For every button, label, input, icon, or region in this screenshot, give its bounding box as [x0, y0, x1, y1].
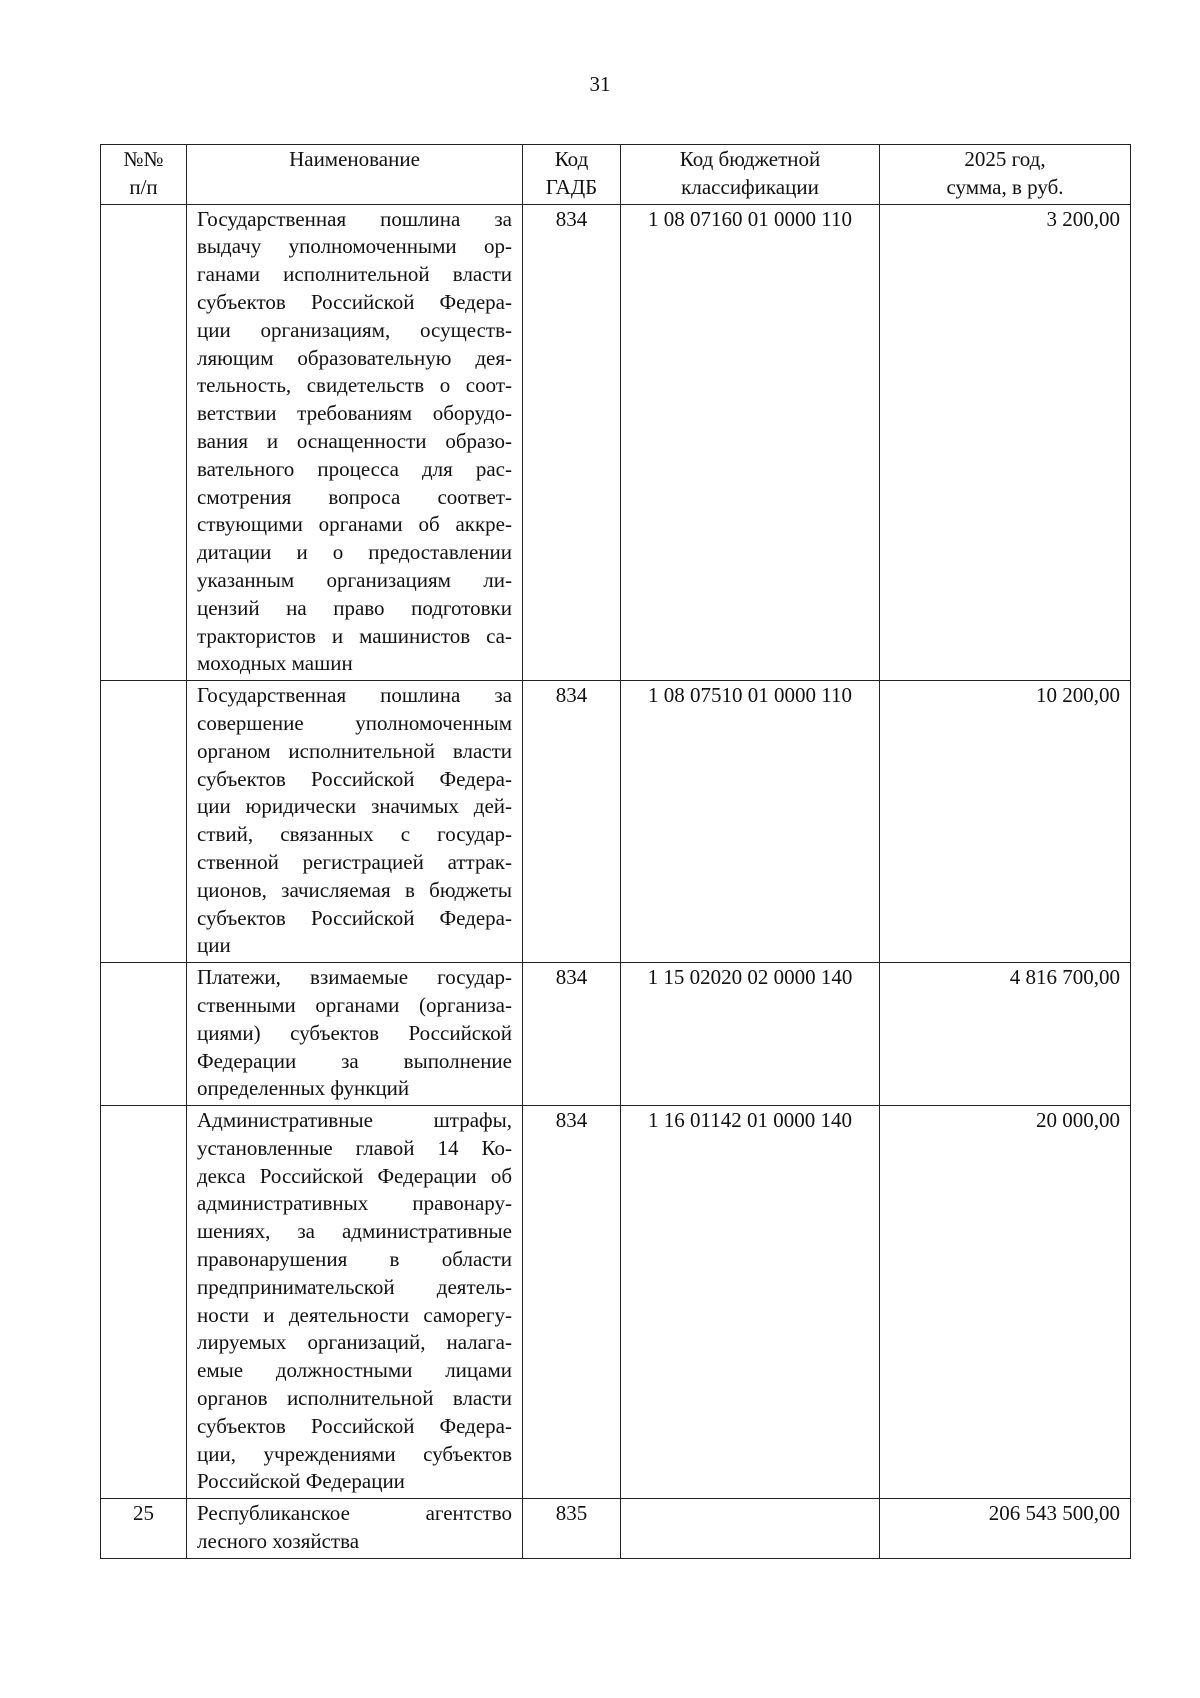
table-row [101, 1499, 1131, 1559]
row-sum: 3 200,00 [1046, 206, 1120, 231]
row-name-line: тельность, свидетельств о соот- [197, 373, 512, 398]
row-sum: 206 543 500,00 [988, 1501, 1120, 1526]
row-name-line: смотрения вопроса соответ- [197, 484, 512, 509]
row-name-line: шениях, за административные [197, 1219, 512, 1244]
row-budget-code-cell [621, 1106, 880, 1499]
row-name-line: вательного процесса для рас- [197, 456, 512, 481]
row-name-line: емые должностными лицами [197, 1358, 512, 1383]
row-name-line: ганами исполнительной власти [197, 262, 512, 287]
row-number-cell [101, 963, 187, 1106]
row-sum-cell [880, 1499, 1131, 1559]
row-name-line: ционов, зачисляемая в бюджеты [197, 877, 512, 902]
row-name-line: ности и деятельности саморегу- [197, 1302, 512, 1327]
row-number-cell [101, 1106, 187, 1499]
row-name-cell [187, 1499, 523, 1559]
row-name-line: Государственная пошлина за [197, 206, 512, 231]
row-name-line: установленные главой 14 Ко- [197, 1135, 512, 1160]
budget-table [100, 144, 1131, 1559]
row-gadb-code: 834 [555, 206, 588, 231]
row-gadb-code-cell [523, 681, 621, 963]
row-name-line: Государственная пошлина за [197, 683, 512, 708]
row-name-cell [187, 963, 523, 1106]
row-name-line: субъектов Российской Федера- [197, 1413, 512, 1438]
row-budget-code: 1 15 02020 02 0000 140 [647, 965, 853, 990]
header-gadb-line2: ГАДБ [545, 174, 598, 199]
row-name-line: ляющим образовательную дея- [197, 345, 512, 370]
row-name-line: правонарушения в области [197, 1247, 512, 1272]
header-num [101, 145, 187, 205]
row-name-line: определенных функций [197, 1076, 410, 1101]
row-name-cell [187, 204, 523, 681]
row-sum: 10 200,00 [1036, 683, 1120, 708]
row-budget-code-cell [621, 963, 880, 1106]
table-body [101, 204, 1131, 1558]
row-name-line: совершение уполномоченным [197, 710, 512, 735]
row-name-line: органом исполнительной власти [197, 738, 512, 763]
row-sum: 4 816 700,00 [1009, 965, 1120, 990]
row-name-line: лируемых организаций, налага- [197, 1330, 512, 1355]
row-budget-code: 1 08 07160 01 0000 110 [648, 206, 852, 231]
row-gadb-code: 834 [555, 1108, 588, 1133]
row-name-line: ствий, связанных с государ- [197, 822, 512, 847]
row-name-line: ции юридически значимых дей- [197, 794, 512, 819]
row-name-line: Республиканское агентство [197, 1501, 512, 1526]
row-number-cell [101, 681, 187, 963]
row-name-line: органов исполнительной власти [197, 1386, 512, 1411]
row-name-line: субъектов Российской Федера- [197, 766, 512, 791]
row-name-line: Административные штрафы, [197, 1108, 512, 1133]
row-name-line: административных правонару- [197, 1191, 512, 1216]
row-name-line: указанным организациям ли- [197, 567, 512, 592]
row-sum-cell [880, 963, 1131, 1106]
row-name-line: субъектов Российской Федера- [197, 905, 512, 930]
row-name-line: ственными органами (организа- [197, 992, 512, 1017]
table-row [101, 963, 1131, 1106]
row-budget-code: 1 16 01142 01 0000 140 [648, 1108, 852, 1133]
header-sum [880, 145, 1131, 205]
row-name-line: Российской Федерации [197, 1469, 405, 1494]
header-kbk [621, 145, 880, 205]
row-name-line: ции [197, 933, 231, 958]
row-gadb-code-cell [523, 1499, 621, 1559]
row-name-line: ции организациям, осуществ- [197, 317, 512, 342]
row-number: 25 [133, 1501, 154, 1526]
row-number-cell [101, 1499, 187, 1559]
row-name-line: циями) субъектов Российской [197, 1020, 512, 1045]
row-sum-cell [880, 204, 1131, 681]
row-gadb-code-cell [523, 204, 621, 681]
header-sum-line2: сумма, в руб. [946, 174, 1064, 199]
row-gadb-code: 834 [555, 965, 588, 990]
row-name-line: субъектов Российской Федера- [197, 289, 512, 314]
row-name-line: ствующими органами об аккре- [197, 512, 512, 537]
row-gadb-code: 834 [555, 683, 588, 708]
row-budget-code-cell [621, 204, 880, 681]
row-name-line: Федерации за выполнение [197, 1048, 512, 1073]
row-name-line: цензий на право подготовки [197, 595, 512, 620]
row-name-line: ветствии требованиям оборудо- [197, 401, 512, 426]
header-name-label: Наименование [289, 147, 420, 171]
row-budget-code-cell [621, 681, 880, 963]
row-sum-cell [880, 1106, 1131, 1499]
header-num-line1: №№ [123, 147, 164, 171]
row-name-line: ственной регистрацией аттрак- [197, 849, 512, 874]
page-number: 31 [589, 72, 611, 96]
table-row [101, 1106, 1131, 1499]
header-name [187, 145, 523, 205]
header-kbk-line2: классификации [681, 174, 819, 199]
row-budget-code-cell [621, 1499, 880, 1559]
row-sum-cell [880, 681, 1131, 963]
header-sum-line1: 2025 год, [964, 147, 1046, 171]
row-gadb-code-cell [523, 963, 621, 1106]
row-name-line: предпринимательской деятель- [197, 1274, 512, 1299]
row-name-line: ции, учреждениями субъектов [197, 1441, 512, 1466]
table-row [101, 204, 1131, 681]
table-header-row [101, 145, 1131, 205]
row-number-cell [101, 204, 187, 681]
row-name-line: вания и оснащенности образо- [197, 428, 512, 453]
row-name-line: выдачу уполномоченными ор- [197, 234, 512, 259]
row-name-line: трактористов и машинистов са- [197, 623, 512, 648]
row-gadb-code: 835 [555, 1501, 588, 1526]
row-name-line: декса Российской Федерации об [197, 1163, 512, 1188]
header-kbk-line1: Код бюджетной [679, 147, 821, 171]
table-row [101, 681, 1131, 963]
row-name-cell [187, 1106, 523, 1499]
header-gadb [523, 145, 621, 205]
row-name-line: дитации и о предоставлении [197, 540, 512, 565]
row-budget-code: 1 08 07510 01 0000 110 [648, 683, 852, 708]
row-name-line: Платежи, взимаемые государ- [197, 965, 512, 990]
row-name-cell [187, 681, 523, 963]
header-gadb-line1: Код [554, 147, 589, 171]
row-gadb-code-cell [523, 1106, 621, 1499]
header-num-line2: п/п [129, 174, 158, 199]
row-name-line: моходных машин [197, 651, 353, 676]
row-name-line: лесного хозяйства [197, 1529, 360, 1554]
row-sum: 20 000,00 [1036, 1108, 1120, 1133]
